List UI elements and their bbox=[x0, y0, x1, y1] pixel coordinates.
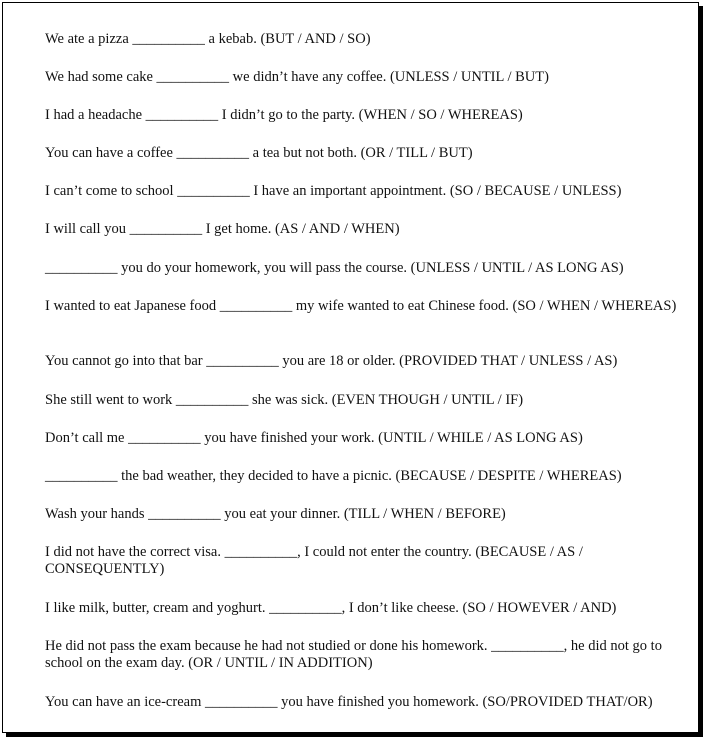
sentence-3: I had a headache __________ I didn’t go to the party. (WHEN / SO / WHEREAS) bbox=[45, 107, 523, 123]
sentence-4: You can have a coffee __________ a tea but not both. (OR / TILL / BUT) bbox=[45, 145, 473, 161]
sentence-2: We had some cake __________ we didn’t have any coffee. (UNLESS / UNTIL / BUT) bbox=[45, 69, 549, 85]
sentence-14: I did not have the correct visa. __________, I could not enter the country. (BECAUSE / AS / CONSEQUENTLY) bbox=[45, 544, 583, 577]
sentence-11: Don’t call me __________ you have finished your work. (UNTIL / WHILE / AS LONG AS) bbox=[45, 430, 583, 446]
sentence-13: Wash your hands __________ you eat your dinner. (TILL / WHEN / BEFORE) bbox=[45, 506, 506, 522]
sentence-5: I can’t come to school __________ I have an important appointment. (SO / BECAUSE / UNLESS) bbox=[45, 183, 622, 199]
sentence-9: You cannot go into that bar __________ you are 18 or older. (PROVIDED THAT / UNLESS / AS) bbox=[45, 353, 618, 369]
sentence-6: I will call you __________ I get home. (AS / AND / WHEN) bbox=[45, 221, 400, 237]
sentence-1: We ate a pizza __________ a kebab. (BUT / AND / SO) bbox=[45, 31, 371, 47]
sentence-17: You can have an ice-cream __________ you have finished you homework. (SO/PROVIDED THAT/OR) bbox=[45, 694, 653, 710]
worksheet-frame bbox=[2, 2, 699, 733]
sentence-15: I like milk, butter, cream and yoghurt. __________, I don’t like cheese. (SO / HOWEVER / AND) bbox=[45, 600, 617, 616]
sentence-16: He did not pass the exam because he had not studied or done his homework. __________, he did not go to school on the exam day. (OR / UNTIL / IN ADDITION) bbox=[45, 638, 662, 671]
sentence-10: She still went to work __________ she was sick. (EVEN THOUGH / UNTIL / IF) bbox=[45, 392, 524, 408]
sentence-8: I wanted to eat Japanese food __________ my wife wanted to eat Chinese food. (SO / WHEN / WHEREAS) bbox=[45, 298, 677, 314]
sentence-12: __________ the bad weather, they decided to have a picnic. (BECAUSE / DESPITE / WHEREAS) bbox=[45, 468, 622, 484]
sentence-7: __________ you do your homework, you will pass the course. (UNLESS / UNTIL / AS LONG AS) bbox=[45, 260, 624, 276]
